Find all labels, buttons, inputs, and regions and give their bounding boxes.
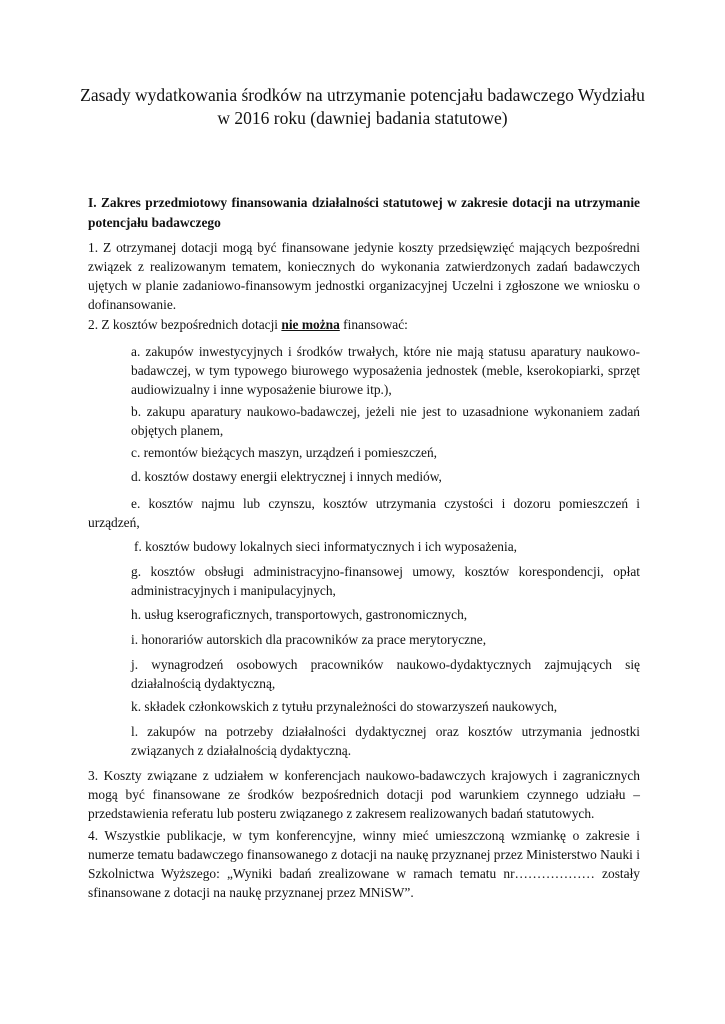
paragraph-3: 3. Koszty związane z udziałem w konferencjach naukowo-badawczych krajowych i zagranicznych mogą być finansowane ze środków bezpośrednich dotacji pod warunkiem czynnego udziału – przedstawienia referatu lub posteru związanego z zakresem realizowanych badań statutowych. <box>88 768 640 821</box>
title-line-1: Zasady wydatkowania środków na utrzymanie potencjału badawczego Wydziału <box>80 85 645 105</box>
paragraph-4: 4. Wszystkie publikacje, w tym konferencyjne, winny mieć umieszczoną wzmiankę o zakresie i numerze tematu badawczego finansowanego z dotacji na naukę przyznanej przez Ministerstwo Nauki i Szkolnictwa Wyższego: „Wyniki badań zrealizowane w ramach tematu nr……………… zostały sfinansowane z dotacji na naukę przyznanej przez MNiSW”. <box>88 828 640 900</box>
list-item-c: c. remontów bieżących maszyn, urządzeń i pomieszczeń, <box>131 445 437 460</box>
list-item-l: l. zakupów na potrzeby działalności dydaktycznej oraz kosztów utrzymania jednostki związanych z działalnością dydaktyczną. <box>131 724 640 758</box>
paragraph-1: 1. Z otrzymanej dotacji mogą być finansowane jedynie koszty przedsięwzięć mających bezpośredni związek z realizowanym tematem, koniecznych do wykonania zatwierdzonych zadań badawczych ujętych w planie zadaniowo-finansowym jednostki organizacyjnej Uczelni i zgłoszone we wniosku o dofinansowanie. <box>88 240 640 312</box>
paragraph-2-lead: 2. Z kosztów bezpośrednich dotacji <box>88 317 279 332</box>
title-line-2: w 2016 roku (dawniej badania statutowe) <box>217 108 508 128</box>
list-item-h: h. usług kserograficznych, transportowych, gastronomicznych, <box>131 607 468 622</box>
paragraph-2-emphasis: nie można <box>281 317 340 332</box>
list-item-g: g. kosztów obsługi administracyjno-finansowej umowy, kosztów korespondencji, opłat administracyjnych i manipulacyjnych, <box>131 564 640 598</box>
list-item-f: f. kosztów budowy lokalnych sieci informatycznych i ich wyposażenia, <box>134 539 518 554</box>
list-item-k: k. składek członkowskich z tytułu przynależności do stowarzyszeń naukowych, <box>131 699 558 714</box>
list-item-d: d. kosztów dostawy energii elektrycznej i innych mediów, <box>131 469 442 484</box>
list-item-a: a. zakupów inwestycyjnych i środków trwałych, które nie mają statusu aparatury naukowo-badawczej, w tym typowego biurowego wyposażenia jednostek (meble, kserokopiarki, sprzęt audiowizualny i inne wyposażenie biurowe itp.), <box>131 344 640 397</box>
list-item-b: b. zakupu aparatury naukowo-badawczej, jeżeli nie jest to uzasadnione wykonaniem zadań objętych planem, <box>131 404 640 438</box>
paragraph-2 <box>88 315 640 334</box>
paragraph-2-tail: finansować: <box>343 317 408 332</box>
section-heading: I. Zakres przedmiotowy finansowania działalności statutowej w zakresie dotacji na utrzymanie potencjału badawczego <box>88 195 640 230</box>
list-item-j: j. wynagrodzeń osobowych pracowników naukowo-dydaktycznych zajmujących się działalnością dydaktyczną, <box>131 657 640 691</box>
document-title <box>60 84 665 130</box>
list-item-e: e. kosztów najmu lub czynszu, kosztów utrzymania czystości i dozoru pomieszczeń i urządzeń, <box>88 496 640 530</box>
list-item-i: i. honorariów autorskich dla pracowników za prace merytoryczne, <box>131 632 487 647</box>
